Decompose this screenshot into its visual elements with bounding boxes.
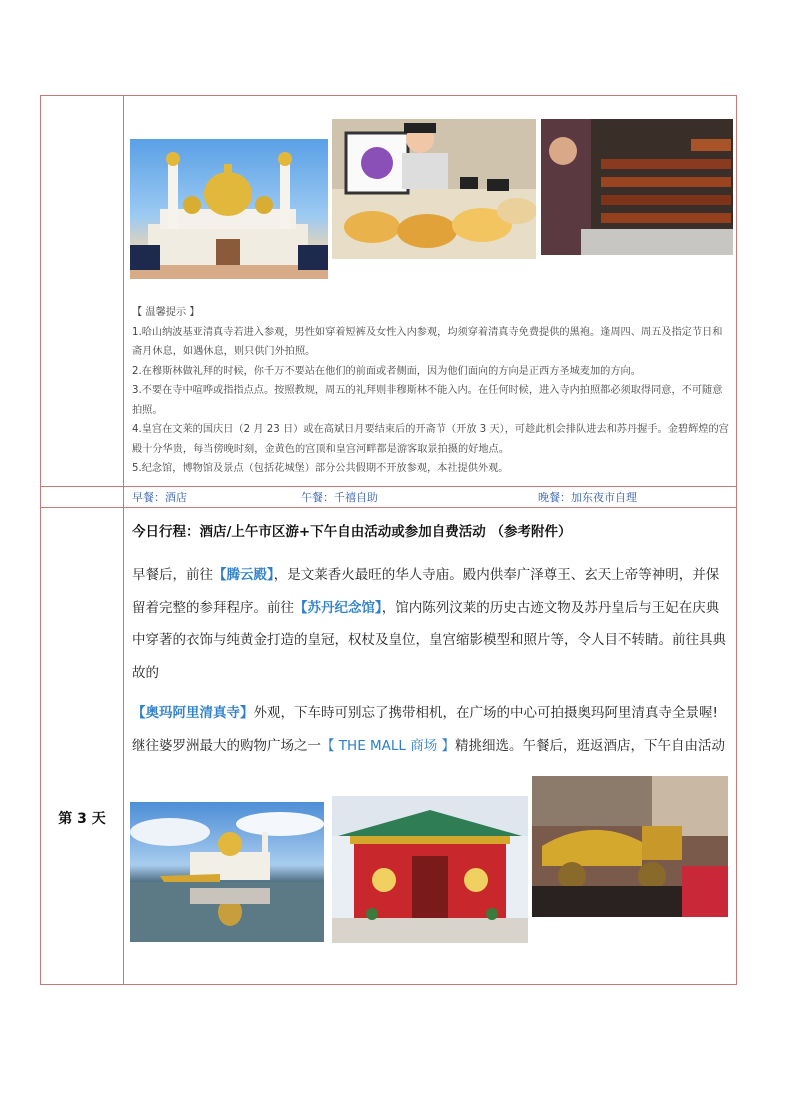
day-row-divider xyxy=(41,507,736,508)
highlight-omar-ali-mosque: 【奥玛阿里清真寺】 xyxy=(132,705,254,721)
chinese-temple-illustration-icon xyxy=(332,796,528,943)
text-segment: 继往婆罗洲最大的购物广场之一 xyxy=(132,737,321,754)
tip-item: 2.在穆斯林做礼拜的时候，你千万不要站在他们的前面或者侧面，因为他们面向的方向是正西方圣城麦加的方向。 xyxy=(132,365,641,377)
tip-item: 3.不要在寺中喧哗或指指点点。按照教规，周五的礼拜则非穆斯林不能入内。在任何时候，进入寺内拍照都必须取得同意，不可随意拍照。 xyxy=(132,385,723,416)
tip-item: 4.皇宫在文莱的国庆日（2 月 23 日）或在高斌日月要结束后的开斋节（开放 3 天），可趁此机会排队进去和苏丹握手。金碧辉煌的宫殿十分华贵，每当傍晚时刻，金黄色的宫顶和皇宫河畔都是游客取景拍摄的好地点。 xyxy=(132,424,729,455)
grilled-skewers-illustration-icon xyxy=(541,119,733,255)
tip-item: 1.哈山纳波基亚清真寺若进入参观，男性如穿着短裤及女性入内参观，均须穿着清真寺免费提供的黑袍。逢周四、周五及指定节日和斋月休息，如遇休息，则只供门外拍照。 xyxy=(132,326,723,357)
day-description xyxy=(132,559,732,762)
day-title: 今日行程：酒店/上午市区游+下午自由活动或参加自费活动 （参考附件） xyxy=(132,524,572,540)
dinner-label: 晚餐：加东夜市自理 xyxy=(538,491,637,504)
omar-ali-mosque-photo xyxy=(130,802,324,942)
itinerary-table xyxy=(40,95,737,985)
text-segment: 精挑细选。午餐后，逛返酒店，下午自由活动 xyxy=(455,737,726,754)
golden-chariot-illustration-icon xyxy=(532,776,728,917)
pastry-vendor-photo xyxy=(332,119,536,259)
breakfast-label: 早餐：酒店 xyxy=(132,491,187,504)
skewers-photo xyxy=(541,119,733,255)
royal-chariot-photo xyxy=(532,776,728,917)
highlight-sultan-memorial: 【苏丹纪念馆】 xyxy=(294,599,382,616)
mosque-photo xyxy=(130,139,328,279)
column-divider xyxy=(123,96,124,984)
mosque-reflection-illustration-icon xyxy=(130,802,324,942)
bracket: 【 xyxy=(321,737,339,754)
tip-item: 5.纪念馆，博物馆及景点（包括花城堡）部分公共假期不开放参观，本社提供外观。 xyxy=(132,463,509,474)
mosque-illustration-icon xyxy=(130,139,328,279)
highlight-tengyun-temple: 【腾云殿】 xyxy=(213,567,274,583)
text-segment: ，是文莱香火最旺的华人寺庙。殿内供奉广泽尊王、玄天上帝等神明，并保留着完整的参拜程序。前往 xyxy=(132,567,720,616)
food-stall-illustration-icon xyxy=(332,119,536,259)
bracket: 】 xyxy=(437,737,456,754)
tips-section xyxy=(132,303,732,479)
lunch-label: 午餐：千禧自助 xyxy=(301,491,378,504)
meals-divider-top xyxy=(41,486,736,487)
day-label: 第 3 天 xyxy=(58,811,106,827)
highlight-the-mall: THE MALL 商场 xyxy=(338,737,438,754)
tips-header: 【 温馨提示 】 xyxy=(132,307,200,318)
text-segment: 早餐后，前往 xyxy=(132,567,213,583)
text-segment: 外观，下车時可别忘了携带相机，在广场的中心可拍摄奥玛阿里清真寺全景喔! xyxy=(253,705,718,721)
temple-photo xyxy=(332,796,528,943)
text-segment: ，馆内陈列汶莱的历史古迹文物及苏丹皇后与王妃在庆典中穿著的衣饰与纯黄金打造的皇冠，权杖及皇位，皇宫缩影模型和照片等，令人目不转睛。前往具典故的 xyxy=(132,599,726,681)
